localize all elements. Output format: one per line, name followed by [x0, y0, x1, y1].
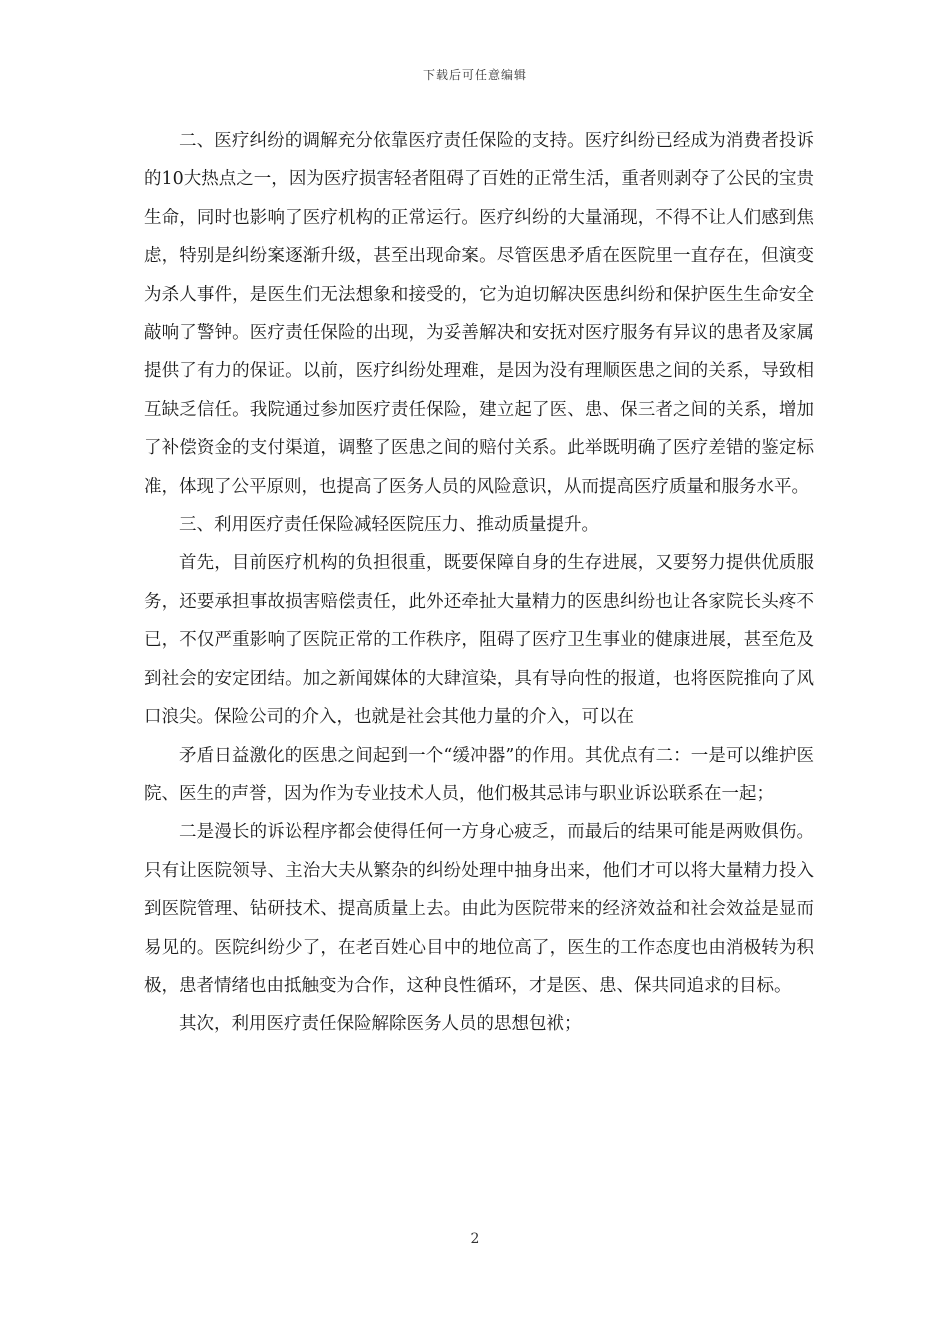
paragraph: 首先，目前医疗机构的负担很重，既要保障自身的生存进展，又要努力提供优质服务，还要承担事故损害赔偿责任，此外还牵扯大量精力的医患纠纷也让各家院长头疼不已，不仅严重影响了医院正常的工作秩序，阻碍了医疗卫生事业的健康进展，甚至危及到社会的安定团结。加之新闻媒体的大肆渲染，具有导向性的报道，也将医院推向了风口浪尖。保险公司的介入，也就是社会其他力量的介入，可以在	[144, 553, 814, 728]
paragraph: 二、医疗纠纷的调解充分依靠医疗责任保险的支持。医疗纠纷已经成为消费者投诉的10大热点之一，因为医疗损害轻者阻碍了百姓的正常生活，重者则剥夺了公民的宝贵生命，同时也影响了医疗机构的正常运行。医疗纠纷的大量涌现，不得不让人们感到焦虑，特别是纠纷案逐渐升级，甚至出现命案。尽管医患矛盾在医院里一直存在，但演变为杀人事件，是医生们无法想象和接受的，它为迫切解决医患纠纷和保护医生生命安全敲响了警钟。医疗责任保险的出现，为妥善解决和安抚对医疗服务有异议的患者及家属提供了有力的保证。以前，医疗纠纷处理难，是因为没有理顺医患之间的关系，导致相互缺乏信任。我院通过参加医疗责任保险，建立起了医、患、保三者之间的关系，增加了补偿资金的支付渠道，调整了医患之间的赔付关系。此举既明确了医疗差错的鉴定标准，体现了公平原则，也提高了医务人员的风险意识，从而提高医疗质量和服务水平。	[144, 131, 814, 497]
paragraph: 二是漫长的诉讼程序都会使得任何一方身心疲乏，而最后的结果可能是两败俱伤。只有让医院领导、主治大夫从繁杂的纠纷处理中抽身出来，他们才可以将大量精力投入到医院管理、钻研技术、提高质量上去。由此为医院带来的经济效益和社会效益是显而易见的。医院纠纷少了，在老百姓心目中的地位高了，医生的工作态度也由消极转为积极，患者情绪也由抵触变为合作，这种良性循环，才是医、患、保共同追求的目标。	[144, 822, 814, 996]
paragraph: 矛盾日益激化的医患之间起到一个“缓冲器”的作用。其优点有二：一是可以维护医院、医生的声誉，因为作为专业技术人员，他们极其忌讳与职业诉讼联系在一起；	[144, 745, 814, 804]
paragraph: 三、利用医疗责任保险减轻医院压力、推动质量提升。	[179, 515, 599, 536]
page-header-note: 下载后可任意编辑	[422, 68, 527, 82]
paragraph: 其次，利用医疗责任保险解除医务人员的思想包袱；	[179, 1014, 582, 1035]
document-body	[144, 122, 814, 1044]
page-number: 2	[470, 1231, 480, 1247]
